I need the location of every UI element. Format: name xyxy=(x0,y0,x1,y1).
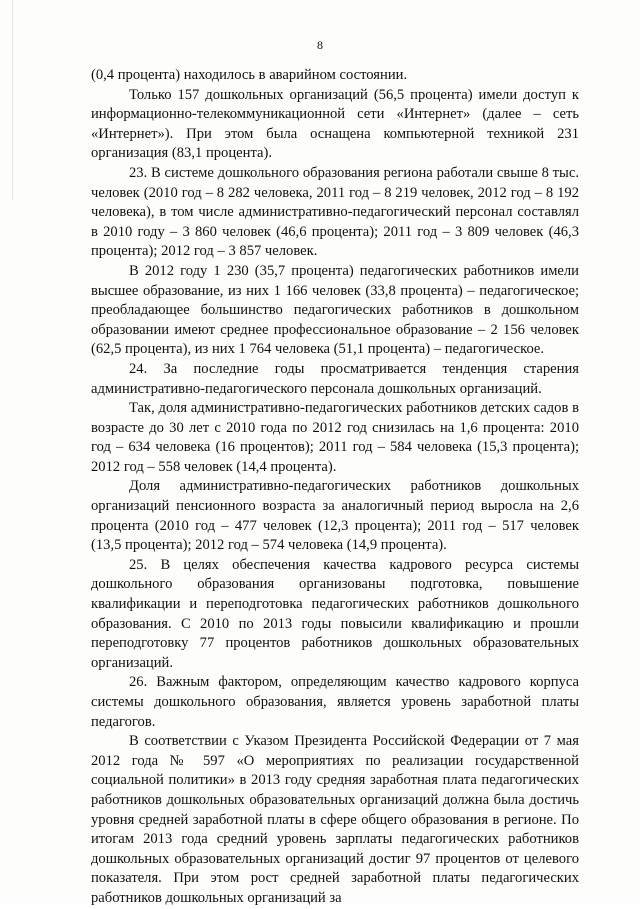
paragraph-internet-access: Только 157 дошкольных организаций (56,5 процента) имели доступ к информационно-телекоммуникационной сети «Интернет» (далее – сеть «Интернет»). При этом была оснащена компьютерной техникой 231 организация (83,1 процента). xyxy=(91,86,579,162)
scan-edge-mark xyxy=(12,0,13,200)
page-number: 8 xyxy=(317,38,323,52)
paragraph-under-30: Так, доля административно-педагогических работников детских садов в возрасте до 30 лет с 2010 года по 2012 год снизилась на 1,6 процента: 2010 год – 634 человека (16 процентов); 2011 год – 584 человека (15,3 процента); 2012 год – 558 человек (14,4 процента). xyxy=(91,400,579,475)
paragraph-24-aging: 24. За последние годы просматривается тенденция старения административно-педагогического персонала дошкольных организаций. xyxy=(91,360,579,397)
paragraph-continuation: (0,4 процента) находилось в аварийном состоянии. xyxy=(91,67,408,83)
paragraph-25-qualification: 25. В целях обеспечения качества кадрового ресурса системы дошкольного образования организованы подготовка, повышение квалификации и переподготовка педагогических работников дошкольного образования. С 2010 по 2013 годы повысили квалификацию и прошли переподготовку 77 процентов работников дошкольных образовательных организаций. xyxy=(91,556,579,671)
body-text xyxy=(91,66,579,909)
paragraph-presidential-decree: В соответствии с Указом Президента Российской Федерации от 7 мая 2012 года № 597 «О мероприятиях по реализации государственной социальной политики» в 2013 году средняя заработная плата педагогических работников дошкольных образовательных организаций должна была достичь уровня средней заработной платы в сфере общего образования в регионе. По итогам 2013 года средний уровень зарплаты педагогических работников дошкольных образовательных организаций достиг 97 процентов от целевого показателя. При этом рост средней заработной платы педагогических работников дошкольных организаций за xyxy=(91,733,579,906)
paragraph-23-staff-count: 23. В системе дошкольного образования региона работали свыше 8 тыс. человек (2010 год – 8 282 человека, 2011 год – 8 219 человек, 2012 год – 8 192 человека), в том числе административно-педагогический персонал составлял в 2010 году – 3 860 человек (46,6 процента); 2011 год – 3 809 человек (46,3 процента); 2012 год – 3 857 человек. xyxy=(91,164,579,260)
paragraph-pension-age: Доля административно-педагогических работников дошкольных организаций пенсионного возраста за аналогичный период выросла на 2,6 процента (2010 год – 477 человек (12,3 процента); 2011 год – 517 человек (13,5 процента); 2012 год – 574 человека (14,9 процента). xyxy=(91,478,579,554)
paragraph-26-salary-factor: 26. Важным фактором, определяющим качество кадрового корпуса системы дошкольного образования, является уровень заработной платы педагогов. xyxy=(91,674,579,730)
paragraph-education-level: В 2012 году 1 230 (35,7 процента) педагогических работников имели высшее образование, из них 1 166 человек (33,8 процента) – педагогическое; преобладающее большинство педагогических работников в дошкольном образовании имеют среднее профессиональное образование – 2 156 человек (62,5 процента), из них 1 764 человека (51,1 процента) – педагогическое. xyxy=(91,262,579,358)
